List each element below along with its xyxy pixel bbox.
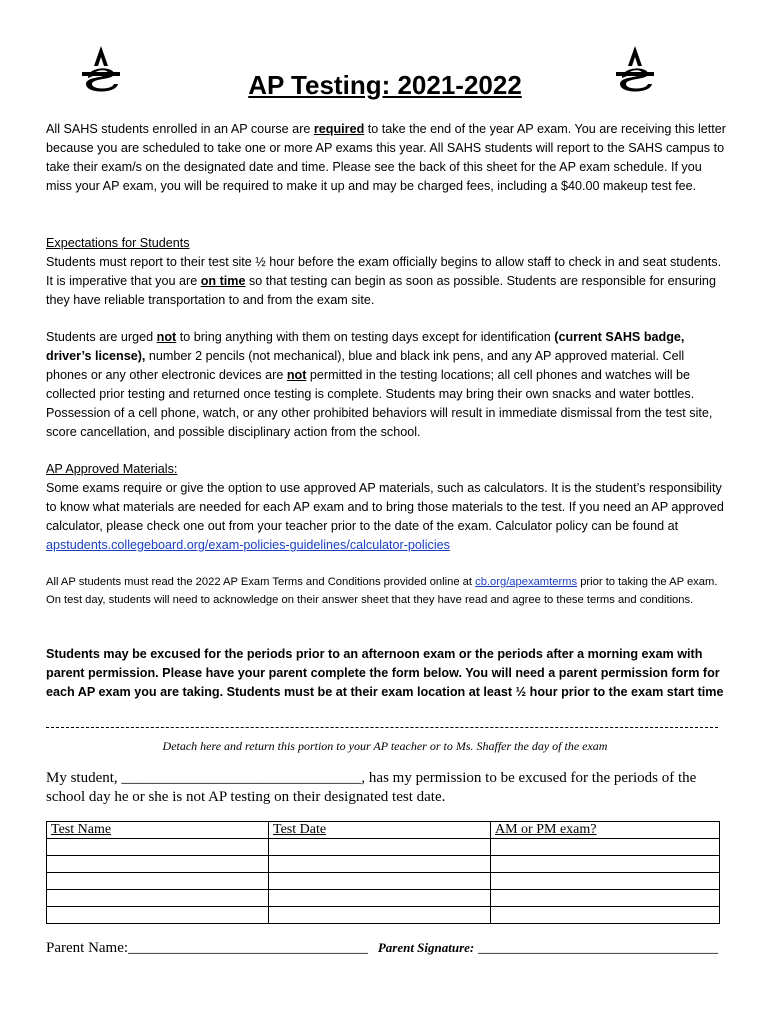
table-cell[interactable] — [491, 839, 720, 856]
detach-instruction: Detach here and return this portion to your AP teacher or to Ms. Shaffer the day of the exam — [162, 739, 608, 753]
table-cell[interactable] — [269, 890, 491, 907]
table-cell[interactable] — [269, 856, 491, 873]
terms-paragraph: All AP students must read the 2022 AP Exam Terms and Conditions provided online at cb.org/apexamterms prior to taking the AP exam. On test day, students will need to acknowledge on their answer sheet that they have read and agree to these terms and conditions. — [46, 576, 718, 606]
table-cell[interactable] — [47, 839, 269, 856]
table-row — [47, 856, 720, 873]
expectations-paragraph-2: Students are urged not to bring anything with them on testing days except for identification (current SAHS badge, driver’s license), number 2 pencils (not mechanical), blue and black ink pens, and any AP approved material. Cell phones or any other electronic devices are not permitted in the testing locations; all cell phones and watches will be collected prior testing and returned once testing is complete. Students may bring their own snacks and water bottles. Possession of a cell phone, watch, or any other prohibited behaviors will result in immediate dismissal from the test site, score cancellation, and possible disciplinary action from the school. — [46, 330, 713, 439]
parent-signature-field[interactable]: ________________________________ — [478, 940, 718, 956]
table-cell[interactable] — [47, 873, 269, 890]
table-header-row — [47, 822, 720, 839]
page-title: AP Testing: 2021-2022 — [248, 70, 522, 100]
excused-notice: Students may be excused for the periods prior to an afternoon exam or the periods after a morning exam with parent permission. Please have your parent complete the form below. You will need a parent permission form for each AP exam you are taking. Students must be at their exam location at least ½ hour prior to the exam start time — [46, 647, 724, 699]
table-cell[interactable] — [491, 873, 720, 890]
materials-paragraph: Some exams require or give the option to use approved AP materials, such as calculators. It is the student’s responsibility to know what materials are needed for each AP exam and to bring those materials to the test. If you need an AP approved calculator, please check one out from your teacher prior to the date of the exam. Calculator policy can be found at apstudents.collegeboard.org/exam-policies-guidelines/calculator-policies — [46, 481, 724, 552]
table-cell[interactable] — [491, 907, 720, 924]
expectations-paragraph-1: Students must report to their test site ½ hour before the exam officially begins to allow staff to check in and seat students. It is imperative that you are on time so that testing can begin as soon as possible. Students are responsible for ensuring they have reliable transportation to and from the exam site. — [46, 255, 722, 307]
table-cell[interactable] — [491, 856, 720, 873]
required-emphasis: required — [313, 122, 365, 136]
signature-line — [46, 940, 726, 957]
table-cell[interactable] — [269, 839, 491, 856]
materials-heading: AP Approved Materials: — [46, 462, 178, 476]
permission-statement: My student, ________________________________, has my permission to be excused for the periods of the school day he or she is not AP testing on their designated test date. — [46, 770, 697, 805]
table-row — [47, 839, 720, 856]
table-cell[interactable] — [491, 890, 720, 907]
expectations-section — [46, 234, 726, 310]
table-row — [47, 873, 720, 890]
detach-line — [46, 727, 718, 728]
table-cell[interactable] — [47, 890, 269, 907]
table-cell[interactable] — [269, 907, 491, 924]
parent-name-field[interactable]: Parent Name:________________________________ — [46, 940, 369, 956]
table-row — [47, 890, 720, 907]
parent-signature-label: Parent Signature: — [377, 940, 475, 955]
table-cell[interactable] — [47, 907, 269, 924]
on-time-emphasis: on time — [200, 274, 246, 288]
column-am-pm: AM or PM exam? — [491, 822, 720, 839]
calculator-policy-link[interactable]: apstudents.collegeboard.org/exam-policies-guidelines/calculator-policies — [46, 538, 450, 552]
table-row — [47, 907, 720, 924]
exam-terms-link[interactable]: cb.org/apexamterms — [475, 576, 578, 588]
table-cell[interactable] — [269, 873, 491, 890]
column-test-name: Test Name — [47, 822, 269, 839]
exam-table — [46, 821, 720, 924]
column-test-date: Test Date — [269, 822, 491, 839]
expectations-heading: Expectations for Students — [46, 236, 190, 250]
intro-paragraph: All SAHS students enrolled in an AP course are required to take the end of the year AP exam. You are receiving this letter because you are scheduled to take one or more AP exams this year. All SAHS students will report to the SAHS campus to take their exam/s on the designated date and time. Please see the back of this sheet for the AP exam schedule. If you miss your AP exam, you will be required to make it up and may be charged fees, including a $40.00 makeup test fee. — [46, 122, 726, 193]
materials-section — [46, 460, 726, 555]
table-cell[interactable] — [47, 856, 269, 873]
